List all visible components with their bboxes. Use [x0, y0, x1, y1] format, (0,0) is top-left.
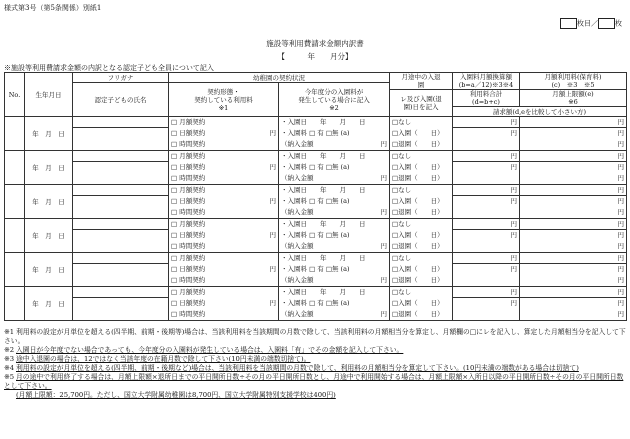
admission-date[interactable]: ・入園日 年 月 日 — [281, 118, 366, 126]
monthly-amount-cell[interactable]: 円 — [453, 117, 520, 128]
table-row — [5, 219, 627, 230]
furigana-cell[interactable] — [73, 219, 169, 230]
contract-monthly-checkbox[interactable]: □ 月額契約 — [171, 254, 206, 262]
contract-fee-yen: 円 — [269, 163, 276, 171]
limit-amount-cell[interactable]: 円 円 — [520, 298, 627, 321]
enroll-leave-checkbox[interactable]: □退園（ 日） — [392, 208, 444, 216]
contract-hourly-checkbox[interactable]: □ 時間契約 — [171, 276, 206, 284]
contract-cell — [169, 185, 279, 219]
admission-paid-yen: 円 — [380, 310, 387, 318]
limit-amount-cell[interactable]: 円 円 — [520, 162, 627, 185]
page-total-label: 枚 — [615, 19, 622, 28]
child-name-cell[interactable] — [73, 230, 169, 253]
birthday-cell[interactable]: 年 月 日 — [25, 287, 73, 321]
fee-amount-cell[interactable]: 円 — [520, 253, 627, 264]
fee-amount-cell[interactable]: 円 — [520, 287, 627, 298]
admission-fee-checkbox[interactable]: ・入園料 □ 有 □無 (a) — [281, 163, 350, 171]
top-note: ※施設等利用費請求金額の内訳となる認定子ども全員について記入 — [4, 64, 214, 72]
contract-fee-yen: 円 — [269, 197, 276, 205]
birthday-cell[interactable]: 年 月 日 — [25, 185, 73, 219]
enroll-leave-checkbox[interactable]: □退園（ 日） — [392, 140, 444, 148]
admission-fee-checkbox[interactable]: ・入園料 □ 有 □無 (a) — [281, 299, 350, 307]
enroll-enter-checkbox[interactable]: □入園（ 日） — [392, 265, 444, 273]
admission-paid-amount[interactable]: （納入金額 — [281, 310, 314, 318]
contract-monthly-checkbox[interactable]: □ 月額契約 — [171, 118, 206, 126]
admission-paid-amount[interactable]: （納入金額 — [281, 208, 314, 216]
admission-paid-amount[interactable]: （納入金額 — [281, 140, 314, 148]
total-amount-cell[interactable]: 円 — [453, 128, 520, 151]
limit-amount-cell[interactable]: 円 円 — [520, 196, 627, 219]
admission-cell — [279, 253, 390, 287]
contract-daily-checkbox[interactable]: □ 日額契約 — [171, 163, 206, 171]
contract-cell — [169, 151, 279, 185]
admission-paid-amount[interactable]: （納入金額 — [281, 276, 314, 284]
footnote-1: ※1 利用料の設定が月単位を超える(四半期、前期・後期等)場合は、当該利用料を当該期間の月数で除して、当該利用料の月額相当分を算定し、月額欄の□にレを記入し、算定した月額相当分を記入して下さい。 — [4, 328, 626, 345]
claim-breakdown-table — [4, 72, 627, 321]
contract-monthly-checkbox[interactable]: □ 月額契約 — [171, 220, 206, 228]
contract-monthly-checkbox[interactable]: □ 月額契約 — [171, 152, 206, 160]
total-amount-cell[interactable]: 円 — [453, 264, 520, 287]
monthly-amount-cell[interactable]: 円 — [453, 185, 520, 196]
furigana-cell[interactable] — [73, 117, 169, 128]
enroll-leave-checkbox[interactable]: □退園（ 日） — [392, 174, 444, 182]
header-contract-form: 契約形態・ 契約している利用料 ※1 — [169, 83, 279, 117]
admission-paid-yen: 円 — [380, 276, 387, 284]
fee-amount-cell[interactable]: 円 — [520, 151, 627, 162]
admission-cell — [279, 185, 390, 219]
contract-monthly-checkbox[interactable]: □ 月額契約 — [171, 288, 206, 296]
contract-hourly-checkbox[interactable]: □ 時間契約 — [171, 208, 206, 216]
document-title: 施設等利用費請求金額内訳書 — [266, 39, 364, 48]
enroll-none-checkbox[interactable]: □なし — [392, 118, 412, 126]
admission-date[interactable]: ・入園日 年 月 日 — [281, 186, 366, 194]
birthday-cell[interactable]: 年 月 日 — [25, 253, 73, 287]
contract-daily-checkbox[interactable]: □ 日額契約 — [171, 197, 206, 205]
document-year-month: 【 年 月分】 — [277, 52, 353, 61]
total-amount-cell[interactable]: 円 — [453, 162, 520, 185]
fee-amount-cell[interactable]: 円 — [520, 219, 627, 230]
total-sheets-box[interactable] — [598, 18, 615, 29]
sheet-number-box[interactable] — [560, 18, 577, 29]
admission-date[interactable]: ・入園日 年 月 日 — [281, 220, 366, 228]
contract-cell — [169, 219, 279, 253]
header-monthly: 入園料月額換算額 (b=a／12)※3※4 — [453, 73, 520, 90]
enroll-leave-checkbox[interactable]: □退園（ 日） — [392, 242, 444, 250]
admission-fee-checkbox[interactable]: ・入園料 □ 有 □無 (a) — [281, 197, 350, 205]
header-claim: 請求額(d,eを比較して小さい方) — [453, 107, 627, 117]
child-name-cell[interactable] — [73, 264, 169, 287]
admission-paid-yen: 円 — [380, 208, 387, 216]
header-limit: 月額上限額(e) ※6 — [520, 90, 627, 107]
contract-fee-yen: 円 — [269, 265, 276, 273]
header-fee: 月額利用料(保育料) (c) ※3 ※5 — [520, 73, 627, 90]
header-birthday: 生年月日 — [25, 73, 73, 117]
admission-cell — [279, 219, 390, 253]
header-furigana: フリガナ — [73, 73, 169, 83]
footnote-4: ※4 利用料の設定が月単位を超える(四半期、前期・後期など)場合は、当該利用料を当該期間の月数で除して、利用料の月額相当分を算定して下さい。(10円未満の端数がある場合は切捨て) — [4, 364, 579, 372]
form-id: 様式第3号（第5条関係）別紙1 — [4, 4, 102, 12]
birthday-cell[interactable]: 年 月 日 — [25, 219, 73, 253]
total-amount-cell[interactable]: 円 — [453, 230, 520, 253]
child-name-cell[interactable] — [73, 196, 169, 219]
admission-fee-checkbox[interactable]: ・入園料 □ 有 □無 (a) — [281, 265, 350, 273]
page-sheet-label: 枚目／ — [577, 19, 598, 28]
child-name-cell[interactable] — [73, 298, 169, 321]
footnote-2: ※2 入園日が今年度でない場合であっても、今年度分の入園料が発生している場合は、入園料「有」でその金額を記入して下さい。 — [4, 346, 404, 354]
header-contract-status: 幼稚園の契約状況 — [169, 73, 390, 83]
admission-cell — [279, 117, 390, 151]
row-number-cell — [5, 253, 25, 287]
row-number-cell — [5, 219, 25, 253]
limit-amount-cell[interactable]: 円 円 — [520, 264, 627, 287]
contract-daily-checkbox[interactable]: □ 日額契約 — [171, 231, 206, 239]
contract-cell — [169, 287, 279, 321]
fee-amount-cell[interactable]: 円 — [520, 117, 627, 128]
contract-daily-checkbox[interactable]: □ 日額契約 — [171, 299, 206, 307]
admission-paid-yen: 円 — [380, 140, 387, 148]
table-row — [5, 253, 627, 264]
contract-hourly-checkbox[interactable]: □ 時間契約 — [171, 242, 206, 250]
contract-hourly-checkbox[interactable]: □ 時間契約 — [171, 140, 206, 148]
total-amount-cell[interactable]: 円 — [453, 298, 520, 321]
row-number-cell — [5, 287, 25, 321]
limit-amount-cell[interactable]: 円 円 — [520, 128, 627, 151]
monthly-amount-cell[interactable]: 円 — [453, 253, 520, 264]
enroll-cell — [390, 219, 453, 253]
birthday-cell[interactable]: 年 月 日 — [25, 117, 73, 151]
footnote-5: ※5 月の途中で利用終了する場合は、月額上限額×退所日までの平日開所日数÷その月の平日開所日数とし、月途中で利用開始する場合は、月額上限額×入所日以降の平日開所日数÷その月の平日開所日数として下さい。 — [4, 373, 624, 390]
row-number-cell — [5, 117, 25, 151]
enroll-cell — [390, 287, 453, 321]
enroll-cell — [390, 185, 453, 219]
row-number-cell — [5, 185, 25, 219]
header-total: 利用料合計 (d=b+c) — [453, 90, 520, 107]
header-enroll-note: レ及び入園(退 園)日を記入 — [390, 90, 453, 117]
furigana-cell[interactable] — [73, 253, 169, 264]
birthday-cell[interactable]: 年 月 日 — [25, 151, 73, 185]
monthly-amount-cell[interactable]: 円 — [453, 287, 520, 298]
footnote-6: (月額上限額：25,700円。ただし、国立大学附属幼稚園は8,700円、国立大学附属特別支援学校は400円) — [16, 391, 336, 399]
enroll-enter-checkbox[interactable]: □入園（ 日） — [392, 299, 444, 307]
admission-cell — [279, 287, 390, 321]
table-body — [5, 117, 627, 321]
contract-cell — [169, 117, 279, 151]
limit-amount-cell[interactable]: 円 円 — [520, 230, 627, 253]
contract-hourly-checkbox[interactable]: □ 時間契約 — [171, 174, 206, 182]
furigana-cell[interactable] — [73, 287, 169, 298]
table-row — [5, 117, 627, 128]
header-admission-fee: 今年度分の入園料が 発生している場合に記入 ※2 — [279, 83, 390, 117]
furigana-cell[interactable] — [73, 151, 169, 162]
table-row — [5, 151, 627, 162]
enroll-cell — [390, 117, 453, 151]
admission-paid-yen: 円 — [380, 242, 387, 250]
enroll-cell — [390, 253, 453, 287]
admission-cell — [279, 151, 390, 185]
contract-daily-checkbox[interactable]: □ 日額契約 — [171, 265, 206, 273]
enroll-leave-checkbox[interactable]: □退園（ 日） — [392, 276, 444, 284]
enroll-enter-checkbox[interactable]: □入園（ 日） — [392, 163, 444, 171]
admission-date[interactable]: ・入園日 年 月 日 — [281, 288, 366, 296]
child-name-cell[interactable] — [73, 128, 169, 151]
child-name-cell[interactable] — [73, 162, 169, 185]
footnotes — [4, 328, 626, 400]
contract-fee-yen: 円 — [269, 129, 276, 137]
page-count — [560, 18, 622, 29]
furigana-cell[interactable] — [73, 185, 169, 196]
admission-date[interactable]: ・入園日 年 月 日 — [281, 152, 366, 160]
header-child-name: 認定子どもの氏名 — [73, 83, 169, 117]
enroll-enter-checkbox[interactable]: □入園（ 日） — [392, 197, 444, 205]
contract-fee-yen: 円 — [269, 231, 276, 239]
contract-hourly-checkbox[interactable]: □ 時間契約 — [171, 310, 206, 318]
contract-daily-checkbox[interactable]: □ 日額契約 — [171, 129, 206, 137]
fee-amount-cell[interactable]: 円 — [520, 185, 627, 196]
header-no: No. — [5, 73, 25, 117]
enroll-none-checkbox[interactable]: □なし — [392, 288, 412, 296]
admission-fee-checkbox[interactable]: ・入園料 □ 有 □無 (a) — [281, 231, 350, 239]
contract-monthly-checkbox[interactable]: □ 月額契約 — [171, 186, 206, 194]
enroll-none-checkbox[interactable]: □なし — [392, 220, 412, 228]
admission-fee-checkbox[interactable]: ・入園料 □ 有 □無 (a) — [281, 129, 350, 137]
enroll-enter-checkbox[interactable]: □入園（ 日） — [392, 129, 444, 137]
enroll-none-checkbox[interactable]: □なし — [392, 152, 412, 160]
admission-paid-yen: 円 — [380, 174, 387, 182]
monthly-amount-cell[interactable]: 円 — [453, 219, 520, 230]
footnote-3: ※3 途中入退園の場合は、12ではなく当該年度の在籍月数で除して下さい(10円未満の端数切捨て)。 — [4, 355, 311, 363]
enroll-cell — [390, 151, 453, 185]
admission-paid-amount[interactable]: （納入金額 — [281, 242, 314, 250]
total-amount-cell[interactable]: 円 — [453, 196, 520, 219]
table-row — [5, 185, 627, 196]
table-row — [5, 287, 627, 298]
enroll-none-checkbox[interactable]: □なし — [392, 186, 412, 194]
monthly-amount-cell[interactable]: 円 — [453, 151, 520, 162]
admission-paid-amount[interactable]: （納入金額 — [281, 174, 314, 182]
enroll-leave-checkbox[interactable]: □退園（ 日） — [392, 310, 444, 318]
contract-fee-yen: 円 — [269, 299, 276, 307]
enroll-none-checkbox[interactable]: □なし — [392, 254, 412, 262]
admission-date[interactable]: ・入園日 年 月 日 — [281, 254, 366, 262]
contract-cell — [169, 253, 279, 287]
row-number-cell — [5, 151, 25, 185]
header-enroll: 月途中の入退 園 — [390, 73, 453, 90]
enroll-enter-checkbox[interactable]: □入園（ 日） — [392, 231, 444, 239]
